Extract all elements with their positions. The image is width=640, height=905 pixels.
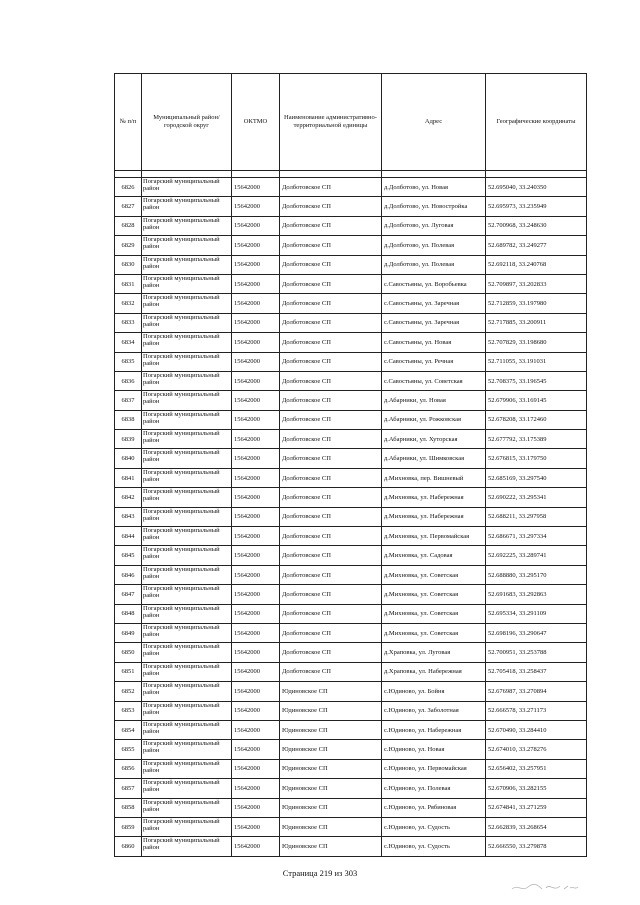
address-cell: с.Юдиново, ул. Рябиновая: [382, 798, 486, 817]
coordinates-cell: 52.678208, 33.172460: [486, 410, 587, 429]
handwritten-mark-icon: [510, 880, 580, 894]
oktmo-cell: 15642000: [232, 294, 280, 313]
admin-unit-cell: Долботовское СП: [280, 294, 382, 313]
coordinates-cell: 52.670490, 33.284410: [486, 720, 587, 739]
municipality-cell: Погарский муниципальный район: [142, 410, 232, 429]
admin-unit-cell: Долботовское СП: [280, 662, 382, 681]
oktmo-cell: 15642000: [232, 410, 280, 429]
municipality-cell: Погарский муниципальный район: [142, 546, 232, 565]
table-row: [115, 623, 587, 642]
row-number: 6848: [115, 604, 142, 623]
municipality-cell: Погарский муниципальный район: [142, 236, 232, 255]
row-number: 6831: [115, 274, 142, 293]
address-cell: д.Михновка, ул. Первомайская: [382, 527, 486, 546]
row-number: 6837: [115, 391, 142, 410]
oktmo-cell: 15642000: [232, 197, 280, 216]
address-cell: с.Савостьяны, ул. Воробьевка: [382, 274, 486, 293]
coordinates-cell: 52.676815, 33.179750: [486, 449, 587, 468]
coordinates-cell: 52.717885, 33.200911: [486, 313, 587, 332]
municipality-cell: Погарский муниципальный район: [142, 779, 232, 798]
municipality-cell: Погарский муниципальный район: [142, 585, 232, 604]
coordinates-cell: 52.676987, 33.270894: [486, 682, 587, 701]
oktmo-cell: 15642000: [232, 274, 280, 293]
address-cell: д.Долботово, ул. Полевая: [382, 255, 486, 274]
address-cell: с.Юдиново, ул. Заболотная: [382, 701, 486, 720]
table-row: [115, 216, 587, 235]
municipality-cell: Погарский муниципальный район: [142, 197, 232, 216]
oktmo-cell: 15642000: [232, 643, 280, 662]
admin-unit-cell: Юдиновское СП: [280, 720, 382, 739]
coordinates-cell: 52.690222, 33.295341: [486, 488, 587, 507]
coordinates-cell: 52.685169, 33.297540: [486, 468, 587, 487]
oktmo-cell: 15642000: [232, 313, 280, 332]
address-cell: д.Абарники, ул. Шимковская: [382, 449, 486, 468]
admin-unit-cell: Юдиновское СП: [280, 798, 382, 817]
coordinates-cell: 52.700968, 33.248630: [486, 216, 587, 235]
table-header-row: [115, 74, 587, 171]
municipality-cell: Погарский муниципальный район: [142, 740, 232, 759]
table-row: [115, 798, 587, 817]
municipality-cell: Погарский муниципальный район: [142, 565, 232, 584]
row-number: 6833: [115, 313, 142, 332]
table-row: [115, 740, 587, 759]
table-row: [115, 255, 587, 274]
coordinates-cell: 52.666550, 33.279878: [486, 837, 587, 856]
admin-unit-cell: Юдиновское СП: [280, 740, 382, 759]
coordinates-cell: 52.662839, 33.268654: [486, 817, 587, 836]
table-row: [115, 294, 587, 313]
oktmo-cell: 15642000: [232, 527, 280, 546]
oktmo-cell: 15642000: [232, 255, 280, 274]
page-number: Страница 219 из 303: [282, 868, 358, 878]
admin-unit-cell: Долботовское СП: [280, 604, 382, 623]
table-row: [115, 178, 587, 197]
address-cell: д.Михновка, ул. Советская: [382, 585, 486, 604]
row-number: 6854: [115, 720, 142, 739]
oktmo-cell: 15642000: [232, 178, 280, 197]
row-number: 6834: [115, 333, 142, 352]
row-number: 6828: [115, 216, 142, 235]
municipality-cell: Погарский муниципальный район: [142, 468, 232, 487]
table-row: [115, 701, 587, 720]
coordinates-cell: 52.695973, 33.235949: [486, 197, 587, 216]
address-cell: д.Храповка, ул. Набережная: [382, 662, 486, 681]
table-row: [115, 468, 587, 487]
table-row: [115, 779, 587, 798]
oktmo-cell: 15642000: [232, 720, 280, 739]
oktmo-cell: 15642000: [232, 216, 280, 235]
admin-unit-cell: Юдиновское СП: [280, 682, 382, 701]
coordinates-cell: 52.698196, 33.290647: [486, 623, 587, 642]
table-row: [115, 391, 587, 410]
oktmo-cell: 15642000: [232, 701, 280, 720]
row-number: 6858: [115, 798, 142, 817]
admin-unit-cell: Юдиновское СП: [280, 837, 382, 856]
oktmo-cell: 15642000: [232, 391, 280, 410]
address-cell: д.Михновка, ул. Советская: [382, 623, 486, 642]
oktmo-cell: 15642000: [232, 468, 280, 487]
row-number: 6856: [115, 759, 142, 778]
municipality-cell: Погарский муниципальный район: [142, 837, 232, 856]
row-number: 6843: [115, 507, 142, 526]
row-number: 6860: [115, 837, 142, 856]
coordinates-cell: 52.705418, 33.258437: [486, 662, 587, 681]
coordinates-cell: 52.700951, 33.253788: [486, 643, 587, 662]
coordinates-cell: 52.688211, 33.297958: [486, 507, 587, 526]
admin-unit-cell: Юдиновское СП: [280, 701, 382, 720]
row-number: 6849: [115, 623, 142, 642]
address-cell: д.Долботово, ул. Новая: [382, 178, 486, 197]
table-row: [115, 197, 587, 216]
coordinates-cell: 52.674010, 33.278276: [486, 740, 587, 759]
coordinates-cell: 52.711055, 33.191031: [486, 352, 587, 371]
oktmo-cell: 15642000: [232, 236, 280, 255]
address-cell: с.Юдиново, ул. Полевая: [382, 779, 486, 798]
municipality-cell: Погарский муниципальный район: [142, 604, 232, 623]
address-registry-table: [114, 73, 587, 857]
oktmo-cell: 15642000: [232, 488, 280, 507]
header-spacer-row: [115, 171, 587, 178]
coordinates-cell: 52.709897, 33.202833: [486, 274, 587, 293]
address-cell: д.Долботово, ул. Новостройка: [382, 197, 486, 216]
oktmo-cell: 15642000: [232, 352, 280, 371]
address-cell: д.Абарники, ул. Новая: [382, 391, 486, 410]
address-cell: с.Юдиново, ул. Набережная: [382, 720, 486, 739]
header-municipality: Муниципальный район/городской округ: [142, 74, 232, 171]
admin-unit-cell: Долботовское СП: [280, 565, 382, 584]
address-cell: с.Юдиново, ул. Первомайская: [382, 759, 486, 778]
address-cell: д.Михновка, ул. Советская: [382, 604, 486, 623]
oktmo-cell: 15642000: [232, 333, 280, 352]
oktmo-cell: 15642000: [232, 682, 280, 701]
admin-unit-cell: Долботовское СП: [280, 585, 382, 604]
admin-unit-cell: Долботовское СП: [280, 623, 382, 642]
table-row: [115, 371, 587, 390]
admin-unit-cell: Долботовское СП: [280, 255, 382, 274]
row-number: 6850: [115, 643, 142, 662]
row-number: 6832: [115, 294, 142, 313]
table-row: [115, 527, 587, 546]
admin-unit-cell: Долботовское СП: [280, 352, 382, 371]
row-number: 6842: [115, 488, 142, 507]
municipality-cell: Погарский муниципальный район: [142, 430, 232, 449]
coordinates-cell: 52.656402, 33.257951: [486, 759, 587, 778]
row-number: 6830: [115, 255, 142, 274]
row-number: 6844: [115, 527, 142, 546]
admin-unit-cell: Долботовское СП: [280, 274, 382, 293]
admin-unit-cell: Долботовское СП: [280, 333, 382, 352]
row-number: 6840: [115, 449, 142, 468]
oktmo-cell: 15642000: [232, 837, 280, 856]
admin-unit-cell: Долботовское СП: [280, 178, 382, 197]
municipality-cell: Погарский муниципальный район: [142, 488, 232, 507]
admin-unit-cell: Юдиновское СП: [280, 779, 382, 798]
row-number: 6826: [115, 178, 142, 197]
row-number: 6852: [115, 682, 142, 701]
address-cell: д.Абарники, ул. Хуторская: [382, 430, 486, 449]
table-row: [115, 333, 587, 352]
admin-unit-cell: Долботовское СП: [280, 507, 382, 526]
coordinates-cell: 52.692118, 33.240768: [486, 255, 587, 274]
row-number: 6859: [115, 817, 142, 836]
coordinates-cell: 52.712859, 33.197980: [486, 294, 587, 313]
admin-unit-cell: Долботовское СП: [280, 546, 382, 565]
admin-unit-cell: Долботовское СП: [280, 449, 382, 468]
municipality-cell: Погарский муниципальный район: [142, 255, 232, 274]
address-cell: с.Юдиново, ул. Бойня: [382, 682, 486, 701]
coordinates-cell: 52.707829, 33.198680: [486, 333, 587, 352]
oktmo-cell: 15642000: [232, 430, 280, 449]
row-number: 6847: [115, 585, 142, 604]
municipality-cell: Погарский муниципальный район: [142, 662, 232, 681]
table-row: [115, 274, 587, 293]
row-number: 6838: [115, 410, 142, 429]
row-number: 6839: [115, 430, 142, 449]
table-row: [115, 507, 587, 526]
address-cell: д.Михновка, пер. Вишневый: [382, 468, 486, 487]
header-num: № п/п: [115, 74, 142, 171]
oktmo-cell: 15642000: [232, 759, 280, 778]
admin-unit-cell: Юдиновское СП: [280, 759, 382, 778]
admin-unit-cell: Долботовское СП: [280, 391, 382, 410]
coordinates-cell: 52.688880, 33.295170: [486, 565, 587, 584]
row-number: 6855: [115, 740, 142, 759]
row-number: 6827: [115, 197, 142, 216]
municipality-cell: Погарский муниципальный район: [142, 313, 232, 332]
coordinates-cell: 52.691683, 33.292863: [486, 585, 587, 604]
table-row: [115, 604, 587, 623]
table-row: [115, 546, 587, 565]
admin-unit-cell: Долботовское СП: [280, 468, 382, 487]
admin-unit-cell: Долботовское СП: [280, 643, 382, 662]
table-row: [115, 759, 587, 778]
address-cell: с.Юдиново, ул. Новая: [382, 740, 486, 759]
municipality-cell: Погарский муниципальный район: [142, 817, 232, 836]
oktmo-cell: 15642000: [232, 565, 280, 584]
address-cell: с.Юдиново, ул. Судость: [382, 837, 486, 856]
address-cell: д.Храповка, ул. Луговая: [382, 643, 486, 662]
address-cell: с.Савостьяны, ул. Заречная: [382, 313, 486, 332]
oktmo-cell: 15642000: [232, 449, 280, 468]
municipality-cell: Погарский муниципальный район: [142, 682, 232, 701]
coordinates-cell: 52.708375, 33.196545: [486, 371, 587, 390]
municipality-cell: Погарский муниципальный район: [142, 798, 232, 817]
oktmo-cell: 15642000: [232, 546, 280, 565]
oktmo-cell: 15642000: [232, 604, 280, 623]
address-cell: д.Долботово, ул. Луговая: [382, 216, 486, 235]
address-cell: с.Савостьяны, ул. Новая: [382, 333, 486, 352]
coordinates-cell: 52.674841, 33.271259: [486, 798, 587, 817]
row-number: 6857: [115, 779, 142, 798]
municipality-cell: Погарский муниципальный район: [142, 294, 232, 313]
address-cell: с.Савостьяны, ул. Советская: [382, 371, 486, 390]
table-row: [115, 662, 587, 681]
row-number: 6846: [115, 565, 142, 584]
table-row: [115, 430, 587, 449]
admin-unit-cell: Долботовское СП: [280, 371, 382, 390]
municipality-cell: Погарский муниципальный район: [142, 352, 232, 371]
table-row: [115, 643, 587, 662]
table-row: [115, 565, 587, 584]
oktmo-cell: 15642000: [232, 779, 280, 798]
row-number: 6853: [115, 701, 142, 720]
row-number: 6845: [115, 546, 142, 565]
address-cell: с.Савостьяны, ул. Заречная: [382, 294, 486, 313]
municipality-cell: Погарский муниципальный район: [142, 371, 232, 390]
table-row: [115, 488, 587, 507]
coordinates-cell: 52.695334, 33.291109: [486, 604, 587, 623]
coordinates-cell: 52.692225, 33.289741: [486, 546, 587, 565]
oktmo-cell: 15642000: [232, 623, 280, 642]
municipality-cell: Погарский муниципальный район: [142, 720, 232, 739]
oktmo-cell: 15642000: [232, 740, 280, 759]
address-cell: д.Михновка, ул. Садовая: [382, 546, 486, 565]
coordinates-cell: 52.695040, 33.240350: [486, 178, 587, 197]
admin-unit-cell: Юдиновское СП: [280, 817, 382, 836]
address-cell: с.Юдиново, ул. Судость: [382, 817, 486, 836]
table-row: [115, 720, 587, 739]
table-row: [115, 837, 587, 856]
table-row: [115, 352, 587, 371]
address-cell: д.Абарники, ул. Рожковская: [382, 410, 486, 429]
row-number: 6835: [115, 352, 142, 371]
coordinates-cell: 52.689782, 33.249277: [486, 236, 587, 255]
municipality-cell: Погарский муниципальный район: [142, 623, 232, 642]
municipality-cell: Погарский муниципальный район: [142, 701, 232, 720]
coordinates-cell: 52.686671, 33.297334: [486, 527, 587, 546]
header-unit: Наименование административно-территориальной единицы: [280, 74, 382, 171]
municipality-cell: Погарский муниципальный район: [142, 333, 232, 352]
table-row: [115, 682, 587, 701]
address-cell: д.Михновка, ул. Набережная: [382, 488, 486, 507]
oktmo-cell: 15642000: [232, 817, 280, 836]
table-row: [115, 410, 587, 429]
admin-unit-cell: Долботовское СП: [280, 527, 382, 546]
admin-unit-cell: Долботовское СП: [280, 410, 382, 429]
admin-unit-cell: Долботовское СП: [280, 216, 382, 235]
table-row: [115, 236, 587, 255]
municipality-cell: Погарский муниципальный район: [142, 391, 232, 410]
table-row: [115, 313, 587, 332]
oktmo-cell: 15642000: [232, 662, 280, 681]
address-cell: д.Михновка, ул. Советская: [382, 565, 486, 584]
row-number: 6836: [115, 371, 142, 390]
coordinates-cell: 52.677792, 33.175389: [486, 430, 587, 449]
table-row: [115, 585, 587, 604]
admin-unit-cell: Долботовское СП: [280, 197, 382, 216]
address-cell: д.Долботово, ул. Полевая: [382, 236, 486, 255]
admin-unit-cell: Долботовское СП: [280, 430, 382, 449]
municipality-cell: Погарский муниципальный район: [142, 274, 232, 293]
coordinates-cell: 52.679906, 33.169145: [486, 391, 587, 410]
municipality-cell: Погарский муниципальный район: [142, 178, 232, 197]
address-cell: д.Михновка, ул. Набережная: [382, 507, 486, 526]
municipality-cell: Погарский муниципальный район: [142, 643, 232, 662]
admin-unit-cell: Долботовское СП: [280, 313, 382, 332]
admin-unit-cell: Долботовское СП: [280, 236, 382, 255]
oktmo-cell: 15642000: [232, 585, 280, 604]
oktmo-cell: 15642000: [232, 507, 280, 526]
municipality-cell: Погарский муниципальный район: [142, 216, 232, 235]
oktmo-cell: 15642000: [232, 798, 280, 817]
table-row: [115, 449, 587, 468]
row-number: 6841: [115, 468, 142, 487]
coordinates-cell: 52.666578, 33.271173: [486, 701, 587, 720]
header-coords: Географические координаты: [486, 74, 587, 171]
row-number: 6829: [115, 236, 142, 255]
municipality-cell: Погарский муниципальный район: [142, 527, 232, 546]
oktmo-cell: 15642000: [232, 371, 280, 390]
address-cell: с.Савостьяны, ул. Речная: [382, 352, 486, 371]
header-oktmo: ОКТМО: [232, 74, 280, 171]
admin-unit-cell: Долботовское СП: [280, 488, 382, 507]
row-number: 6851: [115, 662, 142, 681]
table-row: [115, 817, 587, 836]
coordinates-cell: 52.670906, 33.282155: [486, 779, 587, 798]
municipality-cell: Погарский муниципальный район: [142, 507, 232, 526]
header-address: Адрес: [382, 74, 486, 171]
municipality-cell: Погарский муниципальный район: [142, 759, 232, 778]
municipality-cell: Погарский муниципальный район: [142, 449, 232, 468]
